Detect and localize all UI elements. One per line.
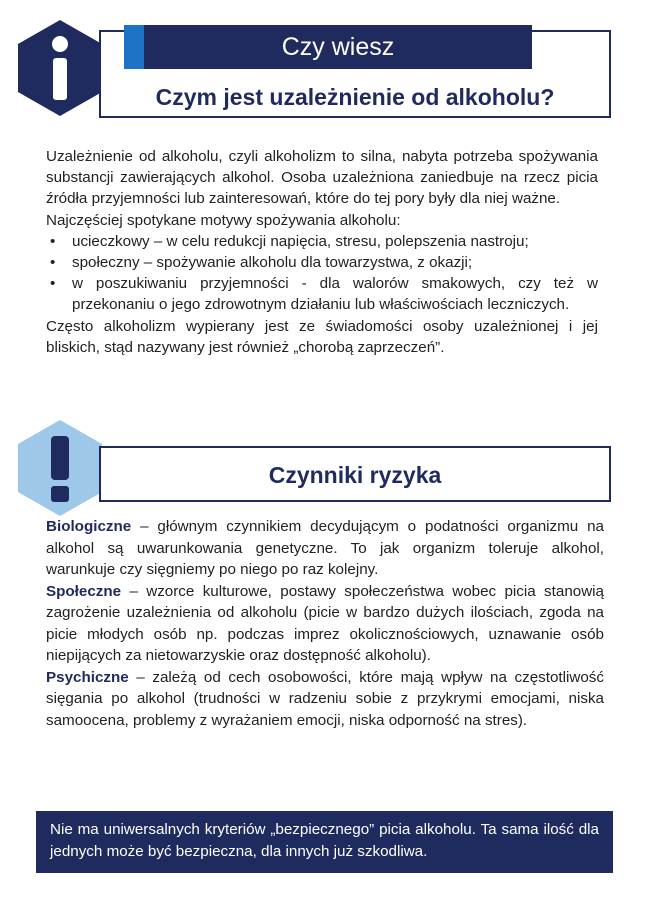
- section-body: [46, 146, 598, 358]
- definition-paragraph: Uzależnienie od alkoholu, czyli alkoholizm to silna, nabyta potrzeba spożywania substancji zawierających alkohol. Osoba uzależniona zaniedbuje na rzecz picia źródła przyjemności lub zainteresowań, które do tej pory były dla niej ważne.: [46, 148, 598, 208]
- risk-factor-paragraph: [46, 581, 604, 667]
- risk-factor-paragraph: [46, 667, 604, 732]
- exclamation-icon: [14, 418, 106, 518]
- banner-label: Czy wiesz: [281, 33, 395, 61]
- section-heading: Czynniki ryzyka: [268, 462, 442, 488]
- motives-intro: Najczęściej spotykane motywy spożywania alkoholu:: [46, 211, 401, 229]
- section-heading: Czym jest uzależnienie od alkoholu?: [155, 84, 555, 110]
- denial-paragraph: Często alkoholizm wypierany jest ze świadomości osoby uzależnionej i jej bliskich, stąd nazywany jest również „chorobą zaprzeczeń”.: [46, 317, 598, 356]
- motives-list: [46, 231, 598, 316]
- risk-factor-term: Społeczne: [46, 582, 122, 600]
- risk-factor-text: – wzorce kulturowe, postawy społeczeństwa wobec picia stanowią zagrożenie uzależnienia od alkoholu (picie w bardzo dużych ilościach, zgoda na picie młodych osób np. podczas imprez okolicznościowych, uznawanie osób niepijących za nietowarzyskie oraz dostępność alkoholu).: [46, 582, 604, 664]
- note-text: Nie ma uniwersalnych kryteriów „bezpiecznego” picia alkoholu. Ta sama ilość dla jednych może być bezpieczna, dla innych już szkodliwa.: [50, 821, 599, 860]
- banner-accent-stripe: [124, 25, 144, 69]
- risk-factor-paragraph: [46, 516, 604, 581]
- risk-factors-body: [46, 516, 604, 731]
- info-icon: [14, 18, 106, 118]
- list-item: • w poszukiwaniu przyjemności - dla walorów smakowych, czy też w przekonaniu o jego zdrowotnym działaniu lub właściwościach leczniczych.: [46, 273, 598, 315]
- list-item: • społeczny – spożywanie alkoholu dla towarzystwa, z okazji;: [46, 252, 598, 273]
- risk-factor-term: Psychiczne: [46, 668, 129, 686]
- safe-drinking-note: [36, 811, 613, 873]
- list-item: • ucieczkowy – w celu redukcji napięcia, stresu, polepszenia nastroju;: [46, 231, 598, 252]
- risk-factor-term: Biologiczne: [46, 518, 132, 535]
- risk-factor-text: – głównym czynnikiem decydującym o podatności organizmu na alkohol są uwarunkowania genetyczne. To jak organizm toleruje alkohol, warunkuje czy sięgniemy po niego po raz kolejny.: [46, 518, 604, 578]
- risk-factor-text: – zależą od cech osobowości, które mają wpływ na częstotliwość sięgania po alkohol (trudności w radzeniu sobie z przykrymi emocjami, niska samoocena, problemy z wyrażaniem emocji, niska odporność na stres).: [46, 668, 604, 729]
